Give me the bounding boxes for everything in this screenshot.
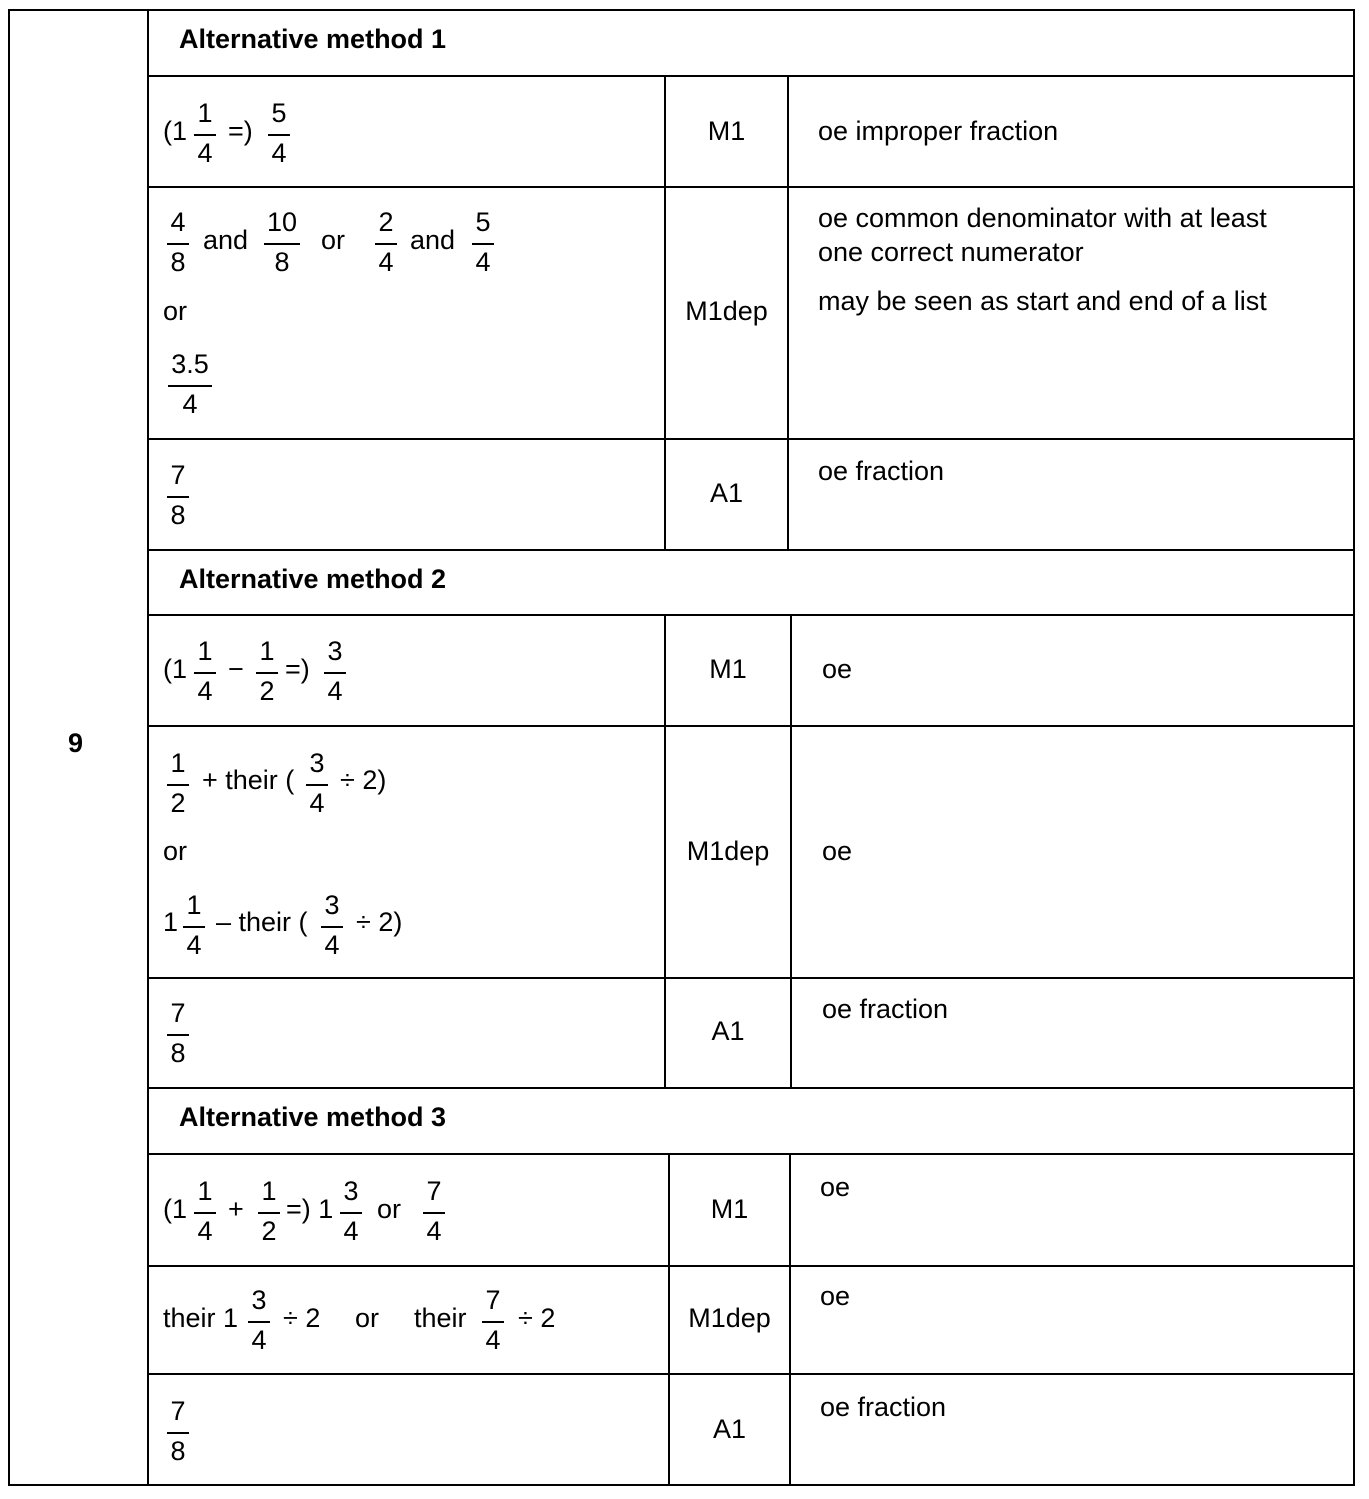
comment-column-divider — [789, 1153, 791, 1486]
fraction — [167, 460, 189, 532]
fraction-numerator: 5 — [271, 98, 287, 128]
fraction-numerator: 3.5 — [171, 349, 209, 379]
row-divider — [147, 75, 1355, 77]
math-text: 1 — [163, 907, 179, 937]
fraction — [264, 207, 300, 279]
comment-text: oe — [822, 836, 853, 866]
fraction — [167, 748, 189, 820]
fraction-denominator: 4 — [182, 389, 198, 419]
fraction-denominator: 8 — [170, 1038, 186, 1068]
math-text: − — [228, 654, 244, 684]
fraction-bar — [167, 496, 189, 498]
fraction-bar — [264, 243, 300, 245]
fraction — [340, 1176, 362, 1248]
mark-value: A1 — [709, 478, 744, 508]
row-divider — [147, 1265, 1355, 1267]
fraction — [194, 636, 216, 708]
math-text: or — [163, 296, 188, 326]
fraction — [482, 1285, 504, 1357]
fraction-bar — [321, 926, 343, 928]
table-border-bottom — [8, 1484, 1355, 1486]
fraction — [167, 1396, 189, 1468]
fraction-bar — [340, 1212, 362, 1214]
fraction-denominator: 2 — [261, 1216, 277, 1246]
fraction — [256, 636, 278, 708]
math-text: ÷ 2 — [518, 1303, 556, 1333]
row-divider — [147, 549, 1355, 551]
math-text: ÷ 2 — [283, 1303, 321, 1333]
math-text: (1 — [163, 654, 188, 684]
fraction-numerator: 3 — [327, 636, 343, 666]
row-divider — [147, 186, 1355, 188]
math-text: or — [321, 225, 346, 255]
fraction-numerator: 1 — [186, 890, 202, 920]
fraction-numerator: 4 — [170, 207, 186, 237]
fraction — [167, 207, 189, 279]
fraction-bar — [423, 1212, 445, 1214]
fraction-bar — [167, 784, 189, 786]
comment-text: oe — [822, 654, 853, 684]
fraction — [268, 98, 290, 170]
fraction-bar — [258, 1212, 280, 1214]
fraction-numerator: 7 — [485, 1285, 501, 1315]
fraction-numerator: 1 — [197, 1176, 213, 1206]
fraction-numerator: 1 — [197, 98, 213, 128]
fraction-numerator: 1 — [170, 748, 186, 778]
math-text: + their ( — [202, 765, 295, 795]
fraction-denominator: 4 — [251, 1325, 267, 1355]
fraction-denominator: 4 — [186, 930, 202, 960]
fraction-bar — [256, 672, 278, 674]
fraction-numerator: 3 — [324, 890, 340, 920]
fraction-bar — [167, 1432, 189, 1434]
fraction-denominator: 4 — [426, 1216, 442, 1246]
math-text: ÷ 2) — [356, 907, 403, 937]
fraction-bar — [167, 1034, 189, 1036]
fraction-bar — [472, 243, 494, 245]
section-heading: Alternative method 3 — [179, 1102, 447, 1132]
fraction — [472, 207, 494, 279]
fraction — [168, 349, 212, 421]
fraction-denominator: 4 — [271, 138, 287, 168]
fraction — [167, 998, 189, 1070]
math-text: or — [377, 1194, 402, 1224]
fraction-bar — [167, 243, 189, 245]
fraction — [375, 207, 397, 279]
fraction-numerator: 3 — [309, 748, 325, 778]
fraction — [183, 890, 205, 962]
fraction-denominator: 4 — [485, 1325, 501, 1355]
math-text: and — [203, 225, 249, 255]
comment-text: oe fraction — [820, 1392, 947, 1422]
fraction-bar — [194, 134, 216, 136]
question-number: 9 — [68, 728, 84, 758]
comment-text: oe improper fraction — [818, 116, 1059, 146]
table-border-left — [8, 9, 10, 1486]
row-divider — [147, 614, 1355, 616]
math-text: or — [163, 836, 188, 866]
mark-value: M1dep — [686, 836, 770, 866]
row-divider — [147, 1373, 1355, 1375]
fraction — [194, 1176, 216, 1248]
comment-text: oe — [820, 1281, 851, 1311]
math-text: or — [355, 1303, 380, 1333]
fraction-numerator: 7 — [170, 1396, 186, 1426]
comment-text: oe fraction — [822, 994, 949, 1024]
fraction-denominator: 4 — [197, 1216, 213, 1246]
fraction-numerator: 2 — [378, 207, 394, 237]
fraction-numerator: 7 — [170, 460, 186, 490]
fraction-numerator: 7 — [170, 998, 186, 1028]
math-text: ÷ 2) — [340, 765, 387, 795]
math-text: =) 1 — [286, 1194, 334, 1224]
fraction-numerator: 1 — [259, 636, 275, 666]
comment-text: oe — [820, 1172, 851, 1202]
math-text: their 1 — [163, 1303, 239, 1333]
mark-value: M1 — [709, 654, 747, 684]
math-text: their — [414, 1303, 467, 1333]
mark-value: M1dep — [685, 296, 768, 326]
fraction — [306, 748, 328, 820]
fraction-bar — [248, 1321, 270, 1323]
fraction-denominator: 8 — [170, 500, 186, 530]
comment-text: oe common denominator with at least — [818, 203, 1267, 233]
section-heading: Alternative method 1 — [179, 24, 447, 54]
fraction-bar — [194, 1212, 216, 1214]
fraction-numerator: 1 — [261, 1176, 277, 1206]
fraction-denominator: 4 — [197, 138, 213, 168]
fraction-denominator: 8 — [170, 247, 186, 277]
mark-value: M1 — [707, 116, 746, 146]
math-text: =) — [228, 116, 253, 146]
fraction-bar — [375, 243, 397, 245]
comment-column-divider — [790, 614, 792, 1088]
fraction-bar — [324, 672, 346, 674]
fraction — [258, 1176, 280, 1248]
fraction-numerator: 10 — [266, 207, 298, 237]
mark-value: M1 — [710, 1194, 749, 1224]
math-text: + — [228, 1194, 244, 1224]
math-text: (1 — [163, 1194, 188, 1224]
fraction-denominator: 2 — [259, 676, 275, 706]
fraction-numerator: 3 — [251, 1285, 267, 1315]
comment-text: oe fraction — [818, 456, 945, 486]
comment-text: one correct numerator — [818, 237, 1084, 267]
row-divider — [147, 1087, 1355, 1089]
fraction — [423, 1176, 445, 1248]
fraction-denominator: 4 — [378, 247, 394, 277]
fraction — [248, 1285, 270, 1357]
comment-column-divider — [787, 75, 789, 550]
fraction-numerator: 7 — [426, 1176, 442, 1206]
fraction-numerator: 1 — [197, 636, 213, 666]
fraction-bar — [306, 784, 328, 786]
row-divider — [147, 977, 1355, 979]
mark-value: M1dep — [688, 1303, 771, 1333]
table-border-top — [8, 9, 1355, 11]
fraction-bar — [183, 926, 205, 928]
fraction — [324, 636, 346, 708]
row-divider — [147, 1153, 1355, 1155]
fraction-denominator: 4 — [343, 1216, 359, 1246]
fraction-bar — [168, 385, 212, 387]
mark-value: A1 — [712, 1414, 747, 1444]
math-text: (1 — [163, 116, 188, 146]
fraction-denominator: 2 — [170, 788, 186, 818]
fraction-denominator: 4 — [197, 676, 213, 706]
fraction-denominator: 8 — [274, 247, 290, 277]
math-text: – their ( — [216, 907, 308, 937]
comment-text: may be seen as start and end of a list — [818, 286, 1267, 316]
fraction-denominator: 4 — [327, 676, 343, 706]
fraction-denominator: 4 — [324, 930, 340, 960]
fraction-denominator: 4 — [475, 247, 491, 277]
fraction-denominator: 4 — [309, 788, 325, 818]
fraction-bar — [268, 134, 290, 136]
fraction-numerator: 3 — [343, 1176, 359, 1206]
fraction-bar — [482, 1321, 504, 1323]
fraction — [194, 98, 216, 170]
fraction-denominator: 8 — [170, 1436, 186, 1466]
row-divider — [147, 725, 1355, 727]
fraction-bar — [194, 672, 216, 674]
fraction-numerator: 5 — [475, 207, 491, 237]
row-divider — [147, 438, 1355, 440]
math-text: and — [410, 225, 456, 255]
section-heading: Alternative method 2 — [179, 564, 447, 594]
fraction — [321, 890, 343, 962]
mark-value: A1 — [711, 1016, 745, 1046]
math-text: =) — [285, 654, 310, 684]
